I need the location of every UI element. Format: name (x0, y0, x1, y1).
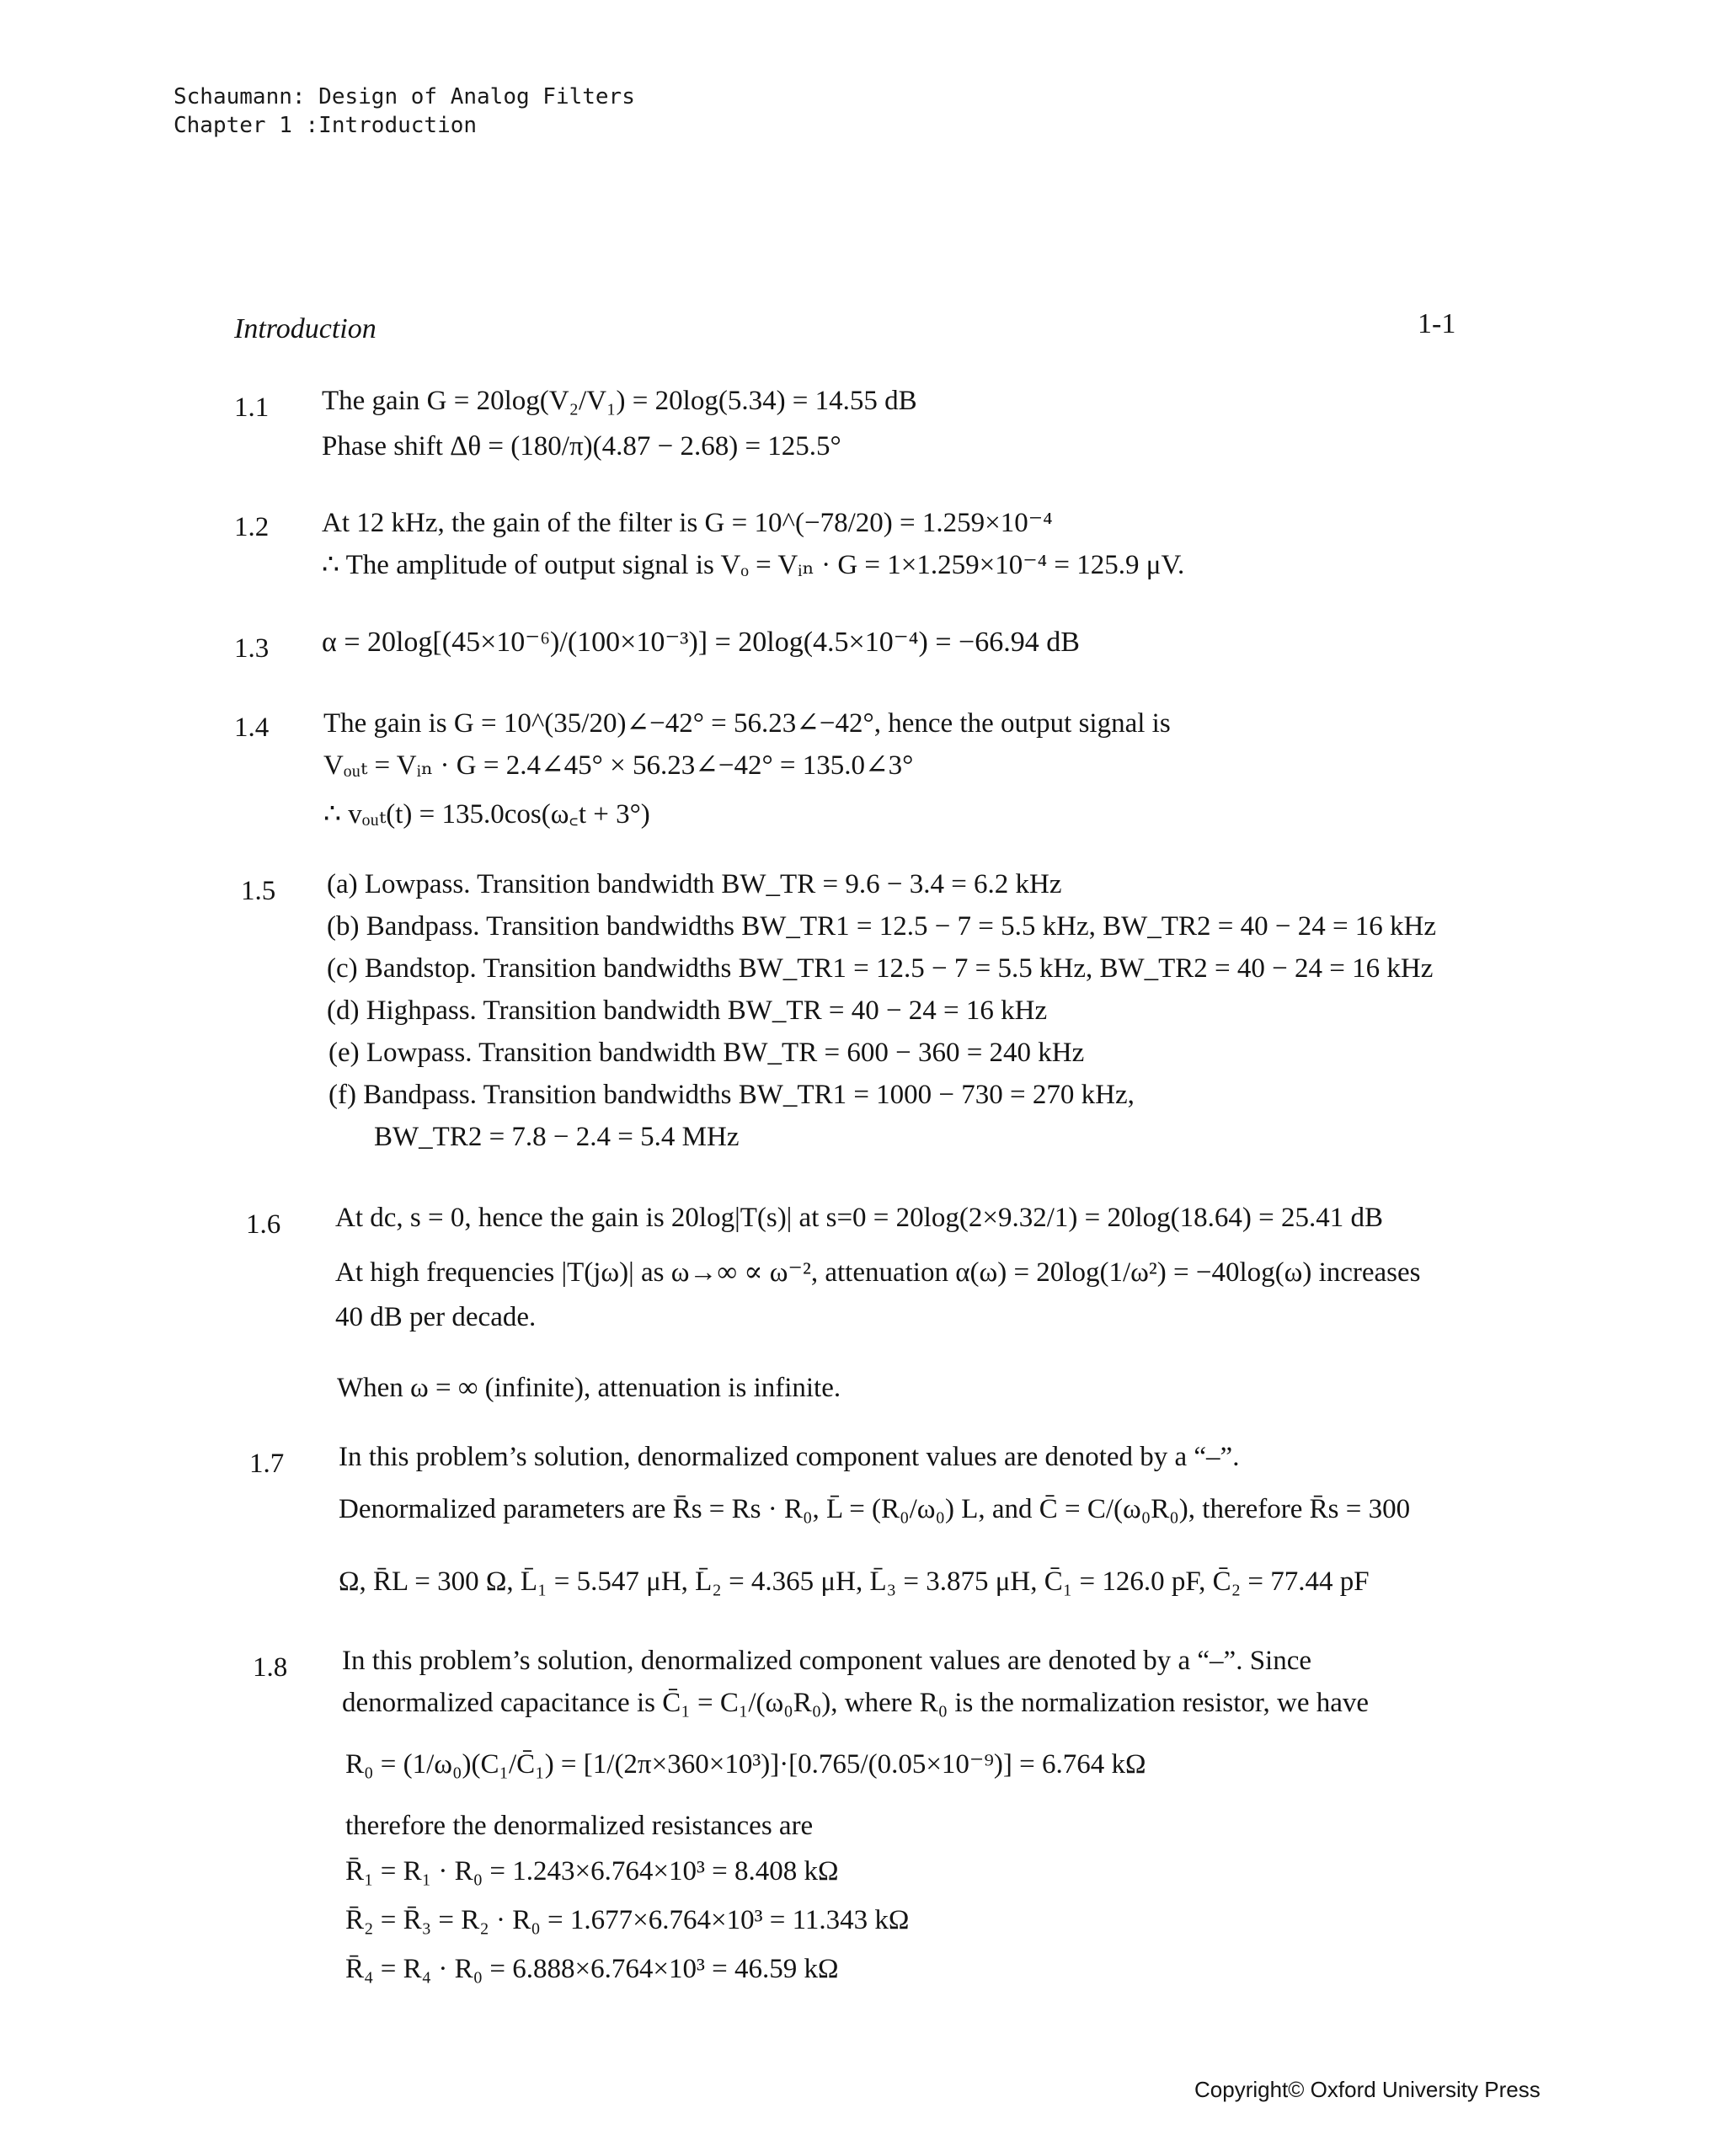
problem-1-4-line-3: ∴ vₒᵤₜ(t) = 135.0cos(ω꜀t + 3°) (323, 799, 650, 830)
problem-1-4-line-1: The gain is G = 10^(35/20)∠−42° = 56.23∠−42°, hence the output signal is (323, 708, 1171, 739)
problem-1-5-f-continued: BW_TR2 = 7.8 − 2.4 = 5.4 MHz (374, 1122, 740, 1152)
problem-1-8-number: 1.8 (253, 1652, 288, 1683)
problem-1-6-number: 1.6 (246, 1209, 281, 1240)
problem-1-7-number: 1.7 (249, 1449, 285, 1479)
problem-1-5-e: (e) Lowpass. Transition bandwidth BW_TR = 600 − 360 = 240 kHz (328, 1038, 1085, 1068)
problem-1-8-r2-r3: R̄₂ = R̄₃ = R₂ · R₀ = 1.677×6.764×10³ = 11.343 kΩ (345, 1905, 910, 1935)
page-number: 1-1 (1418, 308, 1456, 339)
problem-1-3-equation: α = 20log[(45×10⁻⁶)/(100×10⁻³)] = 20log(4.5×10⁻⁴) = −66.94 dB (322, 627, 1080, 658)
problem-1-4-line-2: Vₒᵤₜ = Vᵢₙ · G = 2.4∠45° × 56.23∠−42° = 135.0∠3° (323, 750, 914, 781)
running-header (174, 83, 635, 140)
problem-1-6-line-4: When ω = ∞ (infinite), attenuation is infinite. (337, 1373, 841, 1403)
problem-1-8-r4: R̄₄ = R₄ · R₀ = 6.888×6.764×10³ = 46.59 kΩ (345, 1954, 839, 1984)
problem-1-8-line-4: therefore the denormalized resistances are (345, 1811, 814, 1841)
problem-1-2-line-2: ∴ The amplitude of output signal is Vₒ = Vᵢₙ · G = 1×1.259×10⁻⁴ = 125.9 μV. (322, 550, 1185, 580)
problem-1-4-number: 1.4 (234, 712, 270, 743)
problem-1-6-line-2: At high frequencies |T(jω)| as ω→∞ ∝ ω⁻², attenuation α(ω) = 20log(1/ω²) = −40log(ω) increases (335, 1257, 1421, 1288)
problem-1-6-line-1: At dc, s = 0, hence the gain is 20log|T(s)| at s=0 = 20log(2×9.32/1) = 20log(18.64) = 25.41 dB (335, 1203, 1383, 1233)
problem-1-5-number: 1.5 (241, 876, 276, 906)
problem-1-8-r0-equation: R₀ = (1/ω₀)(C₁/C̄₁) = [1/(2π×360×10³)]·[0.765/(0.05×10⁻⁹)] = 6.764 kΩ (345, 1749, 1146, 1780)
problem-1-1-number: 1.1 (234, 392, 270, 423)
problem-1-7-line-3: Ω, R̄L = 300 Ω, L̄₁ = 5.547 μH, L̄₂ = 4.365 μH, L̄₃ = 3.875 μH, C̄₁ = 126.0 pF, C̄₂ = 77.44 pF (339, 1566, 1370, 1597)
problem-1-5-c: (c) Bandstop. Transition bandwidths BW_TR1 = 12.5 − 7 = 5.5 kHz, BW_TR2 = 40 − 24 = 16 kHz (327, 953, 1434, 984)
copyright-notice: Copyright© Oxford University Press (1194, 2077, 1541, 2102)
problem-1-8-line-2: denormalized capacitance is C̄₁ = C₁/(ω₀R₀), where R₀ is the normalization resistor, we have (342, 1688, 1370, 1718)
problem-1-8-line-1: In this problem’s solution, denormalized component values are denoted by a “–”. Since (342, 1646, 1312, 1676)
problem-1-2-line-1: At 12 kHz, the gain of the filter is G = 10^(−78/20) = 1.259×10⁻⁴ (322, 508, 1053, 538)
header-chapter: Chapter 1 :Introduction (174, 113, 478, 138)
problem-1-7-line-1: In this problem’s solution, denormalized component values are denoted by a “–”. (339, 1442, 1240, 1472)
problem-1-5-b: (b) Bandpass. Transition bandwidths BW_TR1 = 12.5 − 7 = 5.5 kHz, BW_TR2 = 40 − 24 = 16 kHz (327, 911, 1437, 942)
header-book-title: Schaumann: Design of Analog Filters (174, 84, 635, 109)
problem-1-7-line-2: Denormalized parameters are R̄s = Rs · R₀, L̄ = (R₀/ω₀) L, and C̄ = C/(ω₀R₀), therefore R̄s = 300 (339, 1494, 1411, 1524)
problem-1-1-phase-line: Phase shift Δθ = (180/π)(4.87 − 2.68) = 125.5° (322, 431, 841, 462)
problem-1-6-line-3: 40 dB per decade. (335, 1302, 537, 1332)
problem-1-8-r1: R̄₁ = R₁ · R₀ = 1.243×6.764×10³ = 8.408 kΩ (345, 1856, 839, 1886)
problem-1-3-number: 1.3 (234, 633, 270, 664)
problem-1-5-f: (f) Bandpass. Transition bandwidths BW_TR1 = 1000 − 730 = 270 kHz, (328, 1080, 1135, 1110)
problem-1-2-number: 1.2 (234, 512, 270, 542)
section-title: Introduction (234, 313, 377, 344)
problem-1-5-a: (a) Lowpass. Transition bandwidth BW_TR = 9.6 − 3.4 = 6.2 kHz (327, 869, 1062, 899)
problem-1-1-gain-line: The gain G = 20log(V₂/V₁) = 20log(5.34) = 14.55 dB (322, 386, 917, 416)
problem-1-5-d: (d) Highpass. Transition bandwidth BW_TR = 40 − 24 = 16 kHz (327, 995, 1048, 1026)
